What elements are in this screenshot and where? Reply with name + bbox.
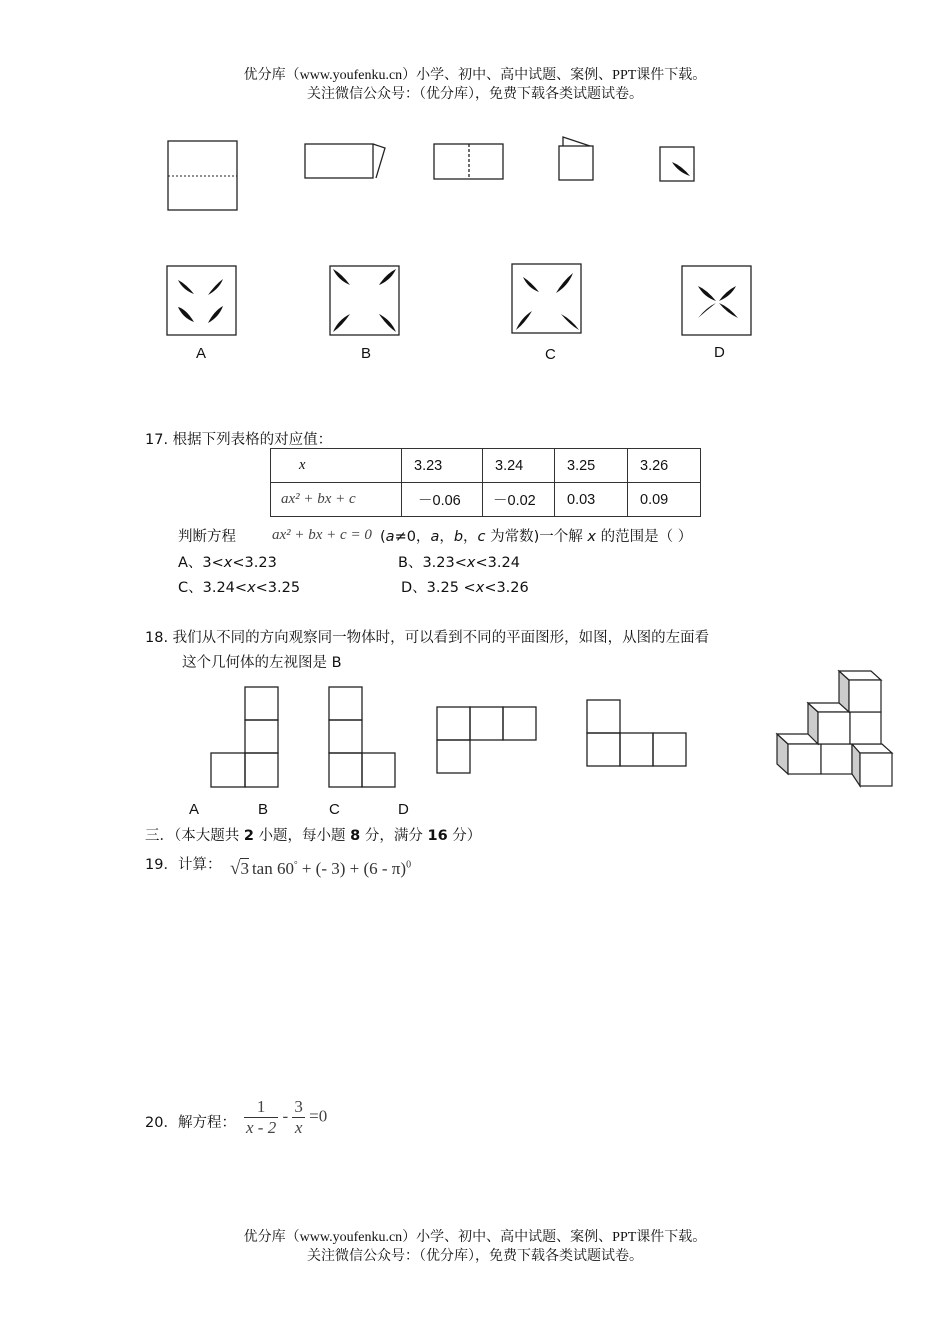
table-cell: ax² + bx + c (271, 483, 402, 517)
page-header-line2: 关注微信公众号：（优分库），免费下载各类试题试卷。 (307, 87, 643, 102)
q18-stem-line1: 18. 我们从不同的方向观察同一物体时，可以看到不同的平面图形，如图，从图的左面看 (145, 630, 710, 646)
table-cell: x (271, 449, 402, 483)
q19-label: 19．计算： (145, 857, 222, 873)
q17-option-c: C、3.24<x<3.25 (178, 580, 301, 596)
q17-option-a: A、3<x<3.23 (178, 555, 277, 571)
q18-option-a-label: A (189, 801, 200, 818)
q17-option-b: B、3.23<x<3.24 (398, 555, 520, 571)
cut-mark (672, 162, 690, 176)
page-footer-line2: 关注微信公众号：（优分库），免费下载各类试题试卷。 (307, 1249, 643, 1264)
fold-step-1 (168, 141, 237, 210)
q16-option-a-figure (167, 266, 236, 335)
q18-figures (0, 660, 950, 800)
q18-option-c-label: C (329, 801, 340, 818)
q18-option-b-figure (329, 687, 395, 787)
q20-label: 20．解方程： (145, 1115, 236, 1131)
table-row (271, 483, 701, 517)
page-header-line1: 优分库（www.youfenku.cn）小学、初中、高中试题、案例、PPT课件下载。 (243, 68, 707, 83)
table-row (271, 449, 701, 483)
q18-stem-line2: 这个几何体的左视图是 B (182, 655, 342, 671)
fold-step-5 (660, 147, 694, 181)
q16-figures (0, 0, 950, 380)
q16-option-d-label: D (714, 344, 725, 361)
q16-option-b-label: B (361, 345, 372, 362)
q18-option-d-label: D (398, 801, 409, 818)
q16-option-b-figure (330, 266, 399, 335)
table-cell: －0.02 (483, 483, 555, 517)
q17-option-d: D、3.25 <x<3.26 (401, 580, 529, 596)
q17-judge-suffix: (a≠0，a，b，c 为常数)一个解 x 的范围是（ ） (380, 529, 693, 545)
q18-solid-figure (777, 671, 892, 786)
q17-judge-prefix: 判断方程 (178, 529, 236, 545)
table-cell: 0.03 (555, 483, 628, 517)
q17-value-table (270, 448, 701, 517)
q19-expression: √3 tan 60° + (- 3) + (6 - π)$^0$ (230, 858, 412, 879)
q18-option-d-figure (587, 700, 686, 766)
table-cell: 3.26 (628, 449, 701, 483)
q16-option-c-figure (512, 264, 581, 333)
table-cell: 0.09 (628, 483, 701, 517)
page-footer-line1: 优分库（www.youfenku.cn）小学、初中、高中试题、案例、PPT课件下载。 (243, 1230, 707, 1245)
q17-equation: ax² + bx + c = 0 (272, 527, 372, 543)
q20-equation: $\frac{1}{x - 2}$ - $\frac{3}{x}$ =0 (246, 1097, 328, 1137)
table-cell: 3.25 (555, 449, 628, 483)
q18-option-a-figure (211, 687, 278, 787)
q16-option-c-label: C (545, 346, 556, 363)
q18-option-c-figure (437, 707, 536, 773)
table-cell: 3.23 (402, 449, 483, 483)
q16-option-a-label: A (196, 345, 207, 362)
table-cell: 3.24 (483, 449, 555, 483)
q18-option-b-label: B (258, 801, 269, 818)
fold-step-2 (305, 144, 373, 178)
section-3-heading: 三．（本大题共 2 小题，每小题 8 分，满分 16 分） (145, 828, 482, 844)
table-cell: －0.06 (402, 483, 483, 517)
q17-stem: 17. 根据下列表格的对应值： (145, 432, 333, 448)
q16-option-d-figure (682, 266, 751, 335)
fold-step-4 (559, 146, 593, 180)
